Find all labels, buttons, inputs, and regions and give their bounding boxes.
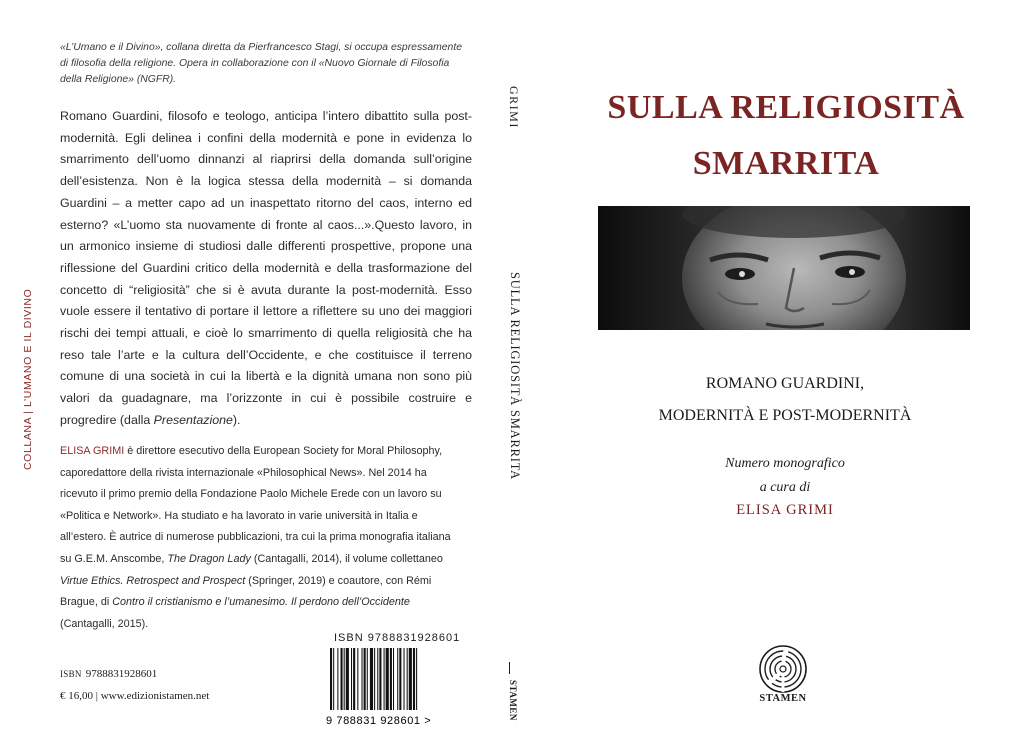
- barcode-isbn: ISBN 9788831928601: [334, 632, 461, 644]
- subtitle-line-1: ROMANO GUARDINI,: [705, 375, 865, 392]
- blurb-text: Romano Guardini, filosofo e teologo, anticipa l’intero dibattito sulla post-modernità. Egli delinea i confini della modernità e pone in evidenza lo smarrimento dell’uomo dinnanzi al riaprirsi della domanda sull’origine dell’esistenza. Non è la logica stessa della modernità – si domanda Guardini – a metter capo ad un inaspettato ritorno del caos, interno ed esterno? «L’uomo sta nuovamente di fronte al caos...».Questo lavoro, in un armonico insieme di studiosi dalle differenti prospettive, propone una riflessione del Guardini critico della modernità e della trasformazione del concetto di “religiosità” che si è avuta durante la post-modernità. Esso vuole essere il tentativo di portare il lettore a riflettere su uno dei maggiori rischi dei tempi attuali, e cioè lo smarrimento di quella religiosità che ha reso tale l’arte e la cultura dell’Occidente, e che costituisce il terreno comune di una società in cui la libertà e la dignità umana non sono più valori da guadagnare, ma l’orizzonte in cui è possibile costruire e progredire (dalla: [60, 109, 472, 427]
- barcode-icon: [326, 648, 462, 726]
- portrait-image: [598, 206, 970, 330]
- series-intro: «L’Umano e il Divino», collana diretta da Pierfrancesco Stagi, si occupa espressamente di filosofia della religione. Opera in collaborazione con il «Nuovo Giornale di Filosofia della Religione» (NGFR).: [60, 42, 462, 85]
- book-title: [582, 80, 990, 192]
- series-vertical-label: COLLANA | L’UMANO E IL DIVINO: [22, 288, 34, 470]
- title-line-2: SMARRITA: [692, 145, 880, 182]
- monograph-line-2: a cura di: [759, 480, 811, 495]
- title-line-1: SULLA RELIGIOSITÀ: [607, 89, 965, 126]
- bio-book-1: The Dragon Lady: [167, 552, 251, 565]
- spine-author: GRIMI: [507, 86, 521, 129]
- price-and-website: € 16,00 | www.edizionistamen.net: [60, 690, 210, 702]
- publisher-logo-text: STAMEN: [759, 693, 807, 704]
- spine-divider: [509, 662, 510, 674]
- labyrinth-icon: [758, 644, 808, 694]
- back-isbn: [60, 668, 157, 680]
- subtitle-line-2: MODERNITÀ E POST-MODERNITÀ: [658, 407, 912, 424]
- back-blurb: [60, 106, 472, 432]
- author-bio: [60, 441, 464, 635]
- bio-book-2: Virtue Ethics. Retrospect and Prospect: [60, 574, 246, 587]
- isbn-label: ISBN: [60, 669, 82, 679]
- blurb-source: Presentazione: [153, 412, 233, 427]
- bio-book-3: Contro il cristianismo e l’umanesimo. Il perdono dell’Occidente: [112, 596, 410, 609]
- cover-portrait-photo: [598, 206, 970, 330]
- bio-text-4: (Cantagalli, 2015).: [60, 617, 149, 630]
- barcode-block: [326, 632, 466, 726]
- book-subtitle: [560, 368, 1010, 432]
- bio-text-3: (Springer, 2019) e coautore, con Rémi Brague, di: [60, 574, 432, 609]
- monograph-line-1: Numero monografico: [725, 456, 845, 471]
- bio-text-1: è direttore esecutivo della European Society for Moral Philosophy, caporedattore della rivista internazionale «Philosophical News». Nel 2014 ha ricevuto il primo premio della Fondazione Paolo Michele Erede con un lavoro su «Politica e Network». Ha studiato e ha lavorato in varie università in Italia e all’estero. È autrice di numerose pubblicazioni, tra cui la prima monografia italiana su G.E.M. Anscombe,: [60, 445, 451, 565]
- blurb-end: ).: [232, 412, 241, 427]
- barcode-digits: 9 788831 928601 >: [326, 715, 432, 726]
- spine-publisher: STAMEN: [508, 680, 518, 721]
- monograph-note: [610, 452, 960, 500]
- editor-name: ELISA GRIMI: [736, 502, 834, 518]
- isbn-number: 9788831928601: [85, 668, 158, 680]
- spine-title: SULLA RELIGIOSITÀ SMARRITA: [508, 272, 522, 480]
- bio-author-name: ELISA GRIMI: [60, 445, 125, 457]
- bio-text-2: (Cantagalli, 2014), il volume collettaneo: [250, 552, 443, 565]
